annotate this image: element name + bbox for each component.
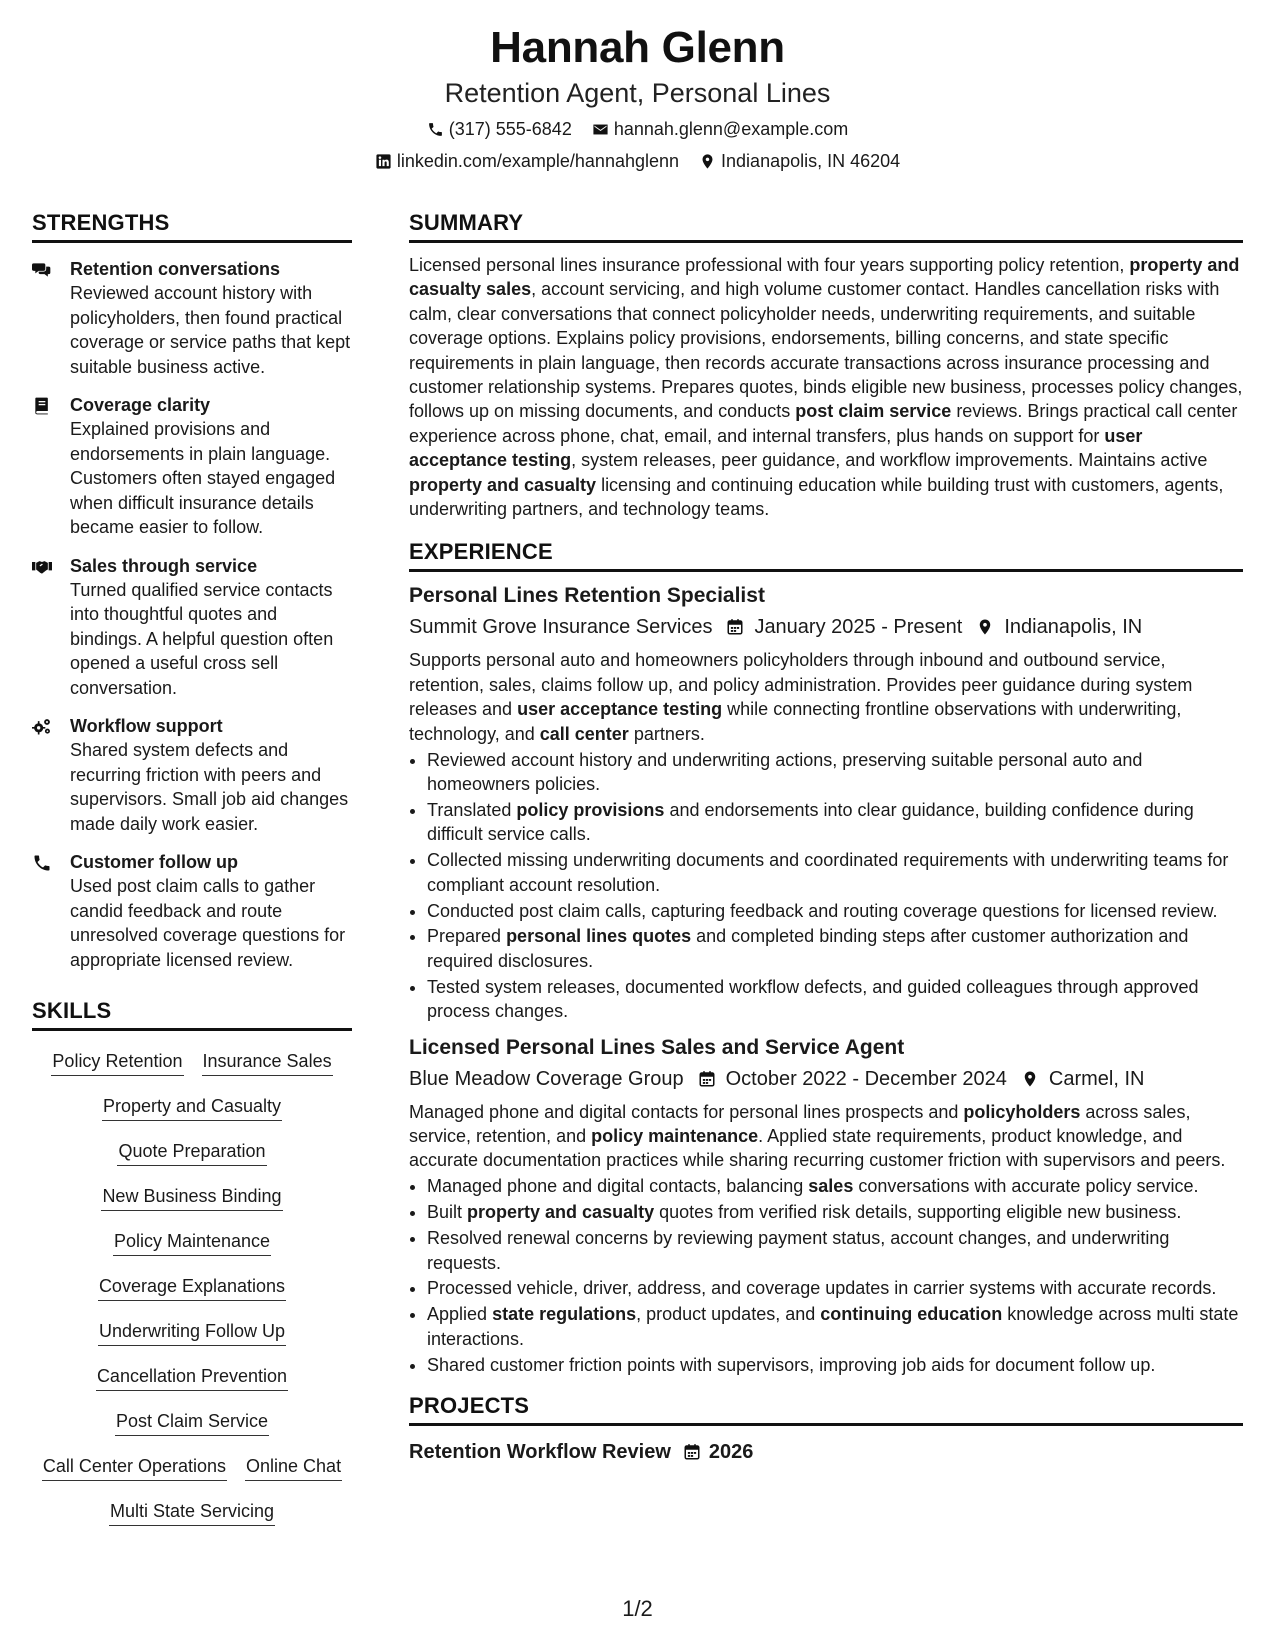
strength-item: [32, 257, 352, 379]
text-segment: Processed vehicle, driver, address, and coverage updates in carrier systems with accurate records.: [427, 1278, 1217, 1299]
strength-desc: Turned qualified service contacts into thoughtful quotes and bindings. A helpful question often opened a useful cross sell conversation.: [70, 579, 334, 698]
strengths-list: [32, 257, 352, 972]
phone-contact[interactable]: [427, 116, 572, 142]
job-description: [409, 1100, 1243, 1173]
skill-line: [32, 1229, 352, 1274]
linkedin-icon: [375, 153, 392, 170]
bold-keyword: property and casualty sales: [409, 255, 1240, 300]
strength-title: Retention conversations: [70, 259, 281, 279]
bullet-item: [427, 1226, 1243, 1275]
text-segment: Prepared: [427, 926, 507, 947]
bold-keyword: post claim service: [795, 401, 952, 422]
text-segment: Translated: [427, 799, 517, 820]
page-number: 1/2: [622, 1596, 653, 1621]
bold-keyword: state regulations: [492, 1304, 637, 1325]
strength-icon-wrap: [32, 257, 58, 379]
projects-list: [409, 1438, 1243, 1466]
text-segment: , account servicing, and high volume customer contact. Handles cancellation risks with calm, clear conversations that connect policyholder needs, underwriting requirements, and suitable coverage options. Explains policy provisions, endorsements, billing concerns, and state specific requirements in plain language, then records accurate transactions across insurance processing and customer relationship systems. Prepares quotes, binds eligible new business, processes policy changes, follows up on missing documents, and conducts: [409, 279, 1243, 422]
strength-title: Customer follow up: [70, 852, 238, 872]
text-segment: Managed phone and digital contacts for personal lines prospects and: [409, 1101, 964, 1122]
skill-tag: Policy Maintenance: [113, 1229, 271, 1256]
bullet-item: [427, 899, 1243, 923]
bold-keyword: policy provisions: [516, 799, 665, 820]
skill-tag: Post Claim Service: [115, 1409, 269, 1436]
calendar-icon: [698, 1070, 716, 1088]
text-segment: Licensed personal lines insurance professional with four years supporting policy retention,: [409, 255, 1130, 275]
envelope-icon: [592, 121, 609, 138]
experience-heading: EXPERIENCE: [409, 537, 1243, 572]
bullet-item: [427, 798, 1243, 847]
text-segment: and completed binding steps after customer authorization and required disclosures.: [427, 926, 1189, 971]
job-bullets: [409, 748, 1243, 1024]
summary-heading: SUMMARY: [409, 208, 1243, 243]
strength-title: Sales through service: [70, 555, 258, 576]
bold-keyword: continuing education: [820, 1304, 1003, 1325]
map-pin-icon: [976, 618, 994, 636]
map-pin-icon: [1021, 1070, 1039, 1088]
resume-header: [0, 22, 1275, 174]
contact-row-1: [0, 116, 1275, 142]
skill-tag: Coverage Explanations: [98, 1274, 286, 1301]
job-entry: [409, 1034, 1243, 1377]
summary-text: [409, 253, 1243, 521]
skill-tag: Online Chat: [245, 1454, 342, 1481]
email-contact[interactable]: [592, 116, 848, 142]
text-segment: partners.: [628, 723, 705, 744]
strength-body: [58, 554, 352, 701]
bold-keyword: personal lines quotes: [506, 926, 692, 947]
bold-keyword: user acceptance testing: [517, 699, 723, 720]
job-meta: [409, 1065, 1243, 1093]
strength-title: Workflow support: [70, 716, 223, 736]
text-segment: Built: [427, 1202, 468, 1223]
contact-row-2: [0, 148, 1275, 174]
bold-keyword: sales: [808, 1176, 854, 1197]
text-segment: knowledge across multi state interactions.: [427, 1304, 1239, 1349]
strength-item: [32, 554, 352, 701]
job-dates: January 2025 - Present: [754, 616, 963, 639]
text-segment: Applied: [427, 1304, 493, 1325]
text-segment: Reviewed account history and underwriting actions, preserving suitable personal auto and homeowners policies.: [427, 749, 1143, 794]
handshake-icon: [32, 557, 52, 577]
text-segment: Shared customer friction points with supervisors, improving job aids for document follow up.: [427, 1354, 1156, 1375]
skill-line: [32, 1184, 352, 1229]
text-segment: . Applied state requirements, product knowledge, and accurate documentation practices while sharing recurring customer friction with supervisors and peers.: [409, 1125, 1226, 1171]
job-meta: [409, 613, 1243, 641]
candidate-title: Retention Agent, Personal Lines: [444, 78, 831, 108]
skill-tag: Multi State Servicing: [109, 1499, 275, 1526]
job-bullets: [409, 1174, 1243, 1377]
skill-tag: Property and Casualty: [102, 1094, 282, 1121]
text-segment: reviews. Brings practical call center experience across phone, chat, email, and internal transfers, plus hands on support for: [409, 401, 1238, 446]
job-title: Licensed Personal Lines Sales and Service Agent: [409, 1035, 905, 1059]
skill-line: [32, 1499, 352, 1544]
bullet-item: [427, 1200, 1243, 1224]
bold-keyword: user acceptance testing: [409, 425, 1143, 471]
text-segment: Conducted post claim calls, capturing feedback and routing coverage questions for licensed review.: [427, 900, 1218, 921]
calendar-icon: [683, 1443, 701, 1461]
job-location: Carmel, IN: [1048, 1067, 1145, 1090]
skill-line: [32, 1094, 352, 1139]
strength-body: [58, 714, 352, 836]
job-location: Indianapolis, IN: [1004, 616, 1143, 639]
strength-icon-wrap: [32, 554, 58, 701]
strength-icon-wrap: [32, 393, 58, 540]
skill-tag: Call Center Operations: [42, 1454, 227, 1481]
bullet-item: [427, 1174, 1243, 1198]
project-item: [409, 1438, 1243, 1466]
text-segment: Resolved renewal concerns by reviewing payment status, account changes, and underwriting requests.: [427, 1228, 1170, 1273]
linkedin-contact[interactable]: [375, 148, 679, 174]
strength-title: Coverage clarity: [70, 395, 211, 415]
bold-keyword: policy maintenance: [591, 1125, 759, 1146]
phone-text: (317) 555-6842: [448, 119, 572, 139]
skill-line: [32, 1364, 352, 1409]
strength-desc: Shared system defects and recurring friction with peers and supervisors. Small job aid changes made daily work easier.: [70, 740, 349, 834]
project-year: 2026: [708, 1441, 754, 1464]
skill-line: [32, 1274, 352, 1319]
calendar-icon: [726, 618, 744, 636]
bullet-item: [427, 848, 1243, 897]
linkedin-text: linkedin.com/example/hannahglenn: [396, 151, 680, 171]
bullet-item: [427, 924, 1243, 973]
bullet-item: [427, 1353, 1243, 1377]
bold-keyword: property and casualty: [409, 474, 597, 495]
project-title: Retention Workflow Review: [409, 1441, 671, 1464]
phone-icon: [427, 121, 444, 138]
skill-line: [32, 1409, 352, 1454]
text-segment: , system releases, peer guidance, and workflow improvements. Maintains active: [571, 450, 1208, 471]
bold-keyword: policyholders: [963, 1101, 1081, 1122]
phone-icon: [32, 853, 52, 873]
location-contact: [699, 148, 900, 174]
bullet-item: [427, 975, 1243, 1024]
skills-list: [32, 1049, 352, 1544]
text-segment: Collected missing underwriting documents and coordinated requirements with underwriting teams for compliant account resolution.: [427, 850, 1229, 895]
right-column: [409, 208, 1243, 1466]
strength-body: [58, 393, 352, 540]
skill-line: [32, 1049, 352, 1094]
text-segment: Supports personal auto and homeowners policyholders through inbound and outbound service, retention, sales, claims follow up, and policy administration. Provides peer guidance during system releases and: [409, 650, 1193, 720]
left-column: [32, 208, 352, 1544]
text-segment: conversations with accurate policy service.: [853, 1176, 1199, 1197]
skill-line: [32, 1319, 352, 1364]
skill-tag: Quote Preparation: [117, 1139, 266, 1166]
map-pin-icon: [699, 153, 716, 170]
jobs-list: [409, 582, 1243, 1377]
strength-desc: Reviewed account history with policyholders, then found practical coverage or service paths that kept suitable business active.: [70, 283, 351, 377]
text-segment: and endorsements into clear guidance, building confidence during difficult service calls.: [427, 799, 1194, 845]
bold-keyword: call center: [539, 723, 629, 744]
email-text: hannah.glenn@example.com: [613, 119, 849, 139]
gears-icon: [32, 717, 52, 737]
candidate-name: Hannah Glenn: [490, 23, 785, 72]
bullet-item: [427, 748, 1243, 797]
job-dates: October 2022 - December 2024: [725, 1067, 1007, 1090]
strength-icon-wrap: [32, 714, 58, 836]
book-icon: [32, 396, 52, 416]
text-segment: across sales, service, retention, and: [409, 1101, 1191, 1146]
job-title: Personal Lines Retention Specialist: [409, 584, 765, 608]
text-segment: Managed phone and digital contacts, balancing: [427, 1176, 809, 1197]
comments-icon: [32, 260, 52, 280]
location-text: Indianapolis, IN 46204: [721, 151, 901, 171]
text-segment: , product updates, and: [636, 1304, 821, 1325]
bullet-item: [427, 1302, 1243, 1351]
bold-keyword: property and casualty: [467, 1202, 655, 1223]
text-segment: quotes from verified risk details, supporting eligible new business.: [654, 1202, 1182, 1223]
skill-tag: Policy Retention: [51, 1049, 183, 1076]
skill-tag: New Business Binding: [101, 1184, 282, 1211]
strength-icon-wrap: [32, 850, 58, 972]
strength-item: [32, 850, 352, 972]
skill-line: [32, 1454, 352, 1499]
skill-tag: Insurance Sales: [202, 1049, 333, 1076]
strengths-heading: STRENGTHS: [32, 208, 352, 243]
bullet-item: [427, 1276, 1243, 1300]
skill-tag: Underwriting Follow Up: [98, 1319, 286, 1346]
job-description: [409, 648, 1243, 746]
skill-tag: Cancellation Prevention: [96, 1364, 288, 1391]
skills-heading: SKILLS: [32, 996, 352, 1031]
skill-line: [32, 1139, 352, 1184]
job-entry: [409, 582, 1243, 1023]
company-name: Summit Grove Insurance Services: [409, 616, 713, 639]
text-segment: Tested system releases, documented workflow defects, and guided colleagues through approved process changes.: [427, 976, 1199, 1022]
strength-item: [32, 714, 352, 836]
strength-item: [32, 393, 352, 540]
strength-body: [58, 257, 352, 379]
strength-desc: Used post claim calls to gather candid feedback and route unresolved coverage questions for appropriate licensed review.: [70, 876, 346, 970]
text-segment: licensing and continuing education while building trust with customers, agents, underwriting partners, and technology teams.: [409, 474, 1224, 520]
strength-desc: Explained provisions and endorsements in plain language. Customers often stayed engaged when difficult insurance details became easier to follow.: [70, 419, 336, 537]
text-segment: while connecting frontline observations with underwriting, technology, and: [409, 699, 1182, 744]
strength-body: [58, 850, 352, 972]
company-name: Blue Meadow Coverage Group: [409, 1067, 684, 1090]
projects-heading: PROJECTS: [409, 1391, 1243, 1426]
